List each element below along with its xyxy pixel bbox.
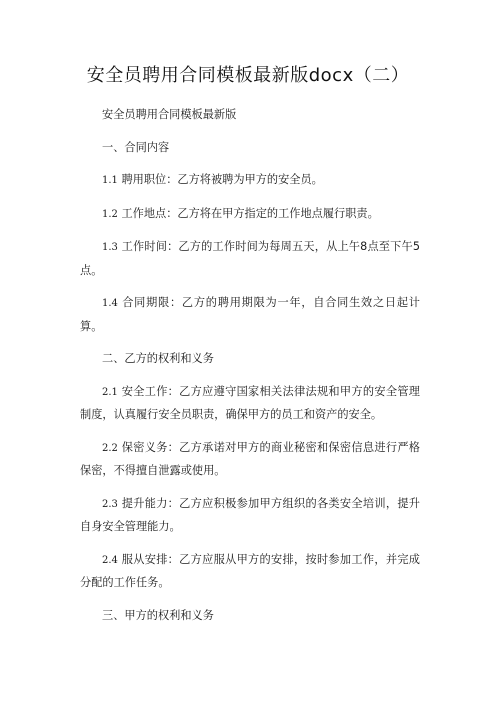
clause-2-2 [80,437,420,483]
clause-number: 1.1 [102,175,118,186]
section-heading-3: 三、甲方的权利和义务 [102,608,214,622]
clause-1-3 [80,236,420,282]
clause-1-1 [80,169,420,193]
document-title: 安全员聘用合同模板最新版docx（二） [86,65,410,86]
clause-number: 2.3 [102,498,118,510]
clause-2-1 [80,381,420,427]
document-subtitle: 安全员聘用合同模板最新版 [102,108,237,121]
clause-text: 安全工作：乙方应遵守国家相关法律法规和甲方的安全管理制度，认真履行安全员职责，确保甲方的员工和资产的安全。 [80,384,420,421]
clause-text: 聘用职位：乙方将被聘为甲方的安全员。 [117,173,323,186]
clause-1-2 [80,203,420,227]
clause-number: 1.2 [102,208,118,220]
clause-text: 保密义务：乙方承诺对甲方的商业秘密和保密信息进行严格保密，不得擅自泄露或使用。 [80,440,420,477]
clause-number: 1.4 [102,298,118,309]
clause-2-3 [80,493,420,539]
clause-2-4 [80,549,420,595]
clause-number: 2.2 [102,442,118,454]
clause-number: 2.1 [102,386,118,398]
clause-text: 合同期限：乙方的聘用期限为一年，自合同生效之日起计算。 [80,296,420,333]
clause-1-4 [80,292,420,338]
clause-text: 工作地点：乙方将在甲方指定的工作地点履行职责。 [117,206,379,220]
section-heading-2: 二、乙方的权利和义务 [102,352,214,365]
clause-text: 工作时间：乙方的工作时间为每周五天，从上午8点至下午5点。 [80,240,420,277]
clause-number: 2.4 [102,554,118,566]
clause-number: 1.3 [102,242,118,253]
clause-text: 提升能力：乙方应积极参加甲方组织的各类安全培训，提升自身安全管理能力。 [80,496,420,533]
document-body [80,104,420,627]
clause-text: 服从安排：乙方应服从甲方的安排，按时参加工作，并完成分配的工作任务。 [80,552,420,589]
section-heading-1: 一、合同内容 [102,140,170,154]
